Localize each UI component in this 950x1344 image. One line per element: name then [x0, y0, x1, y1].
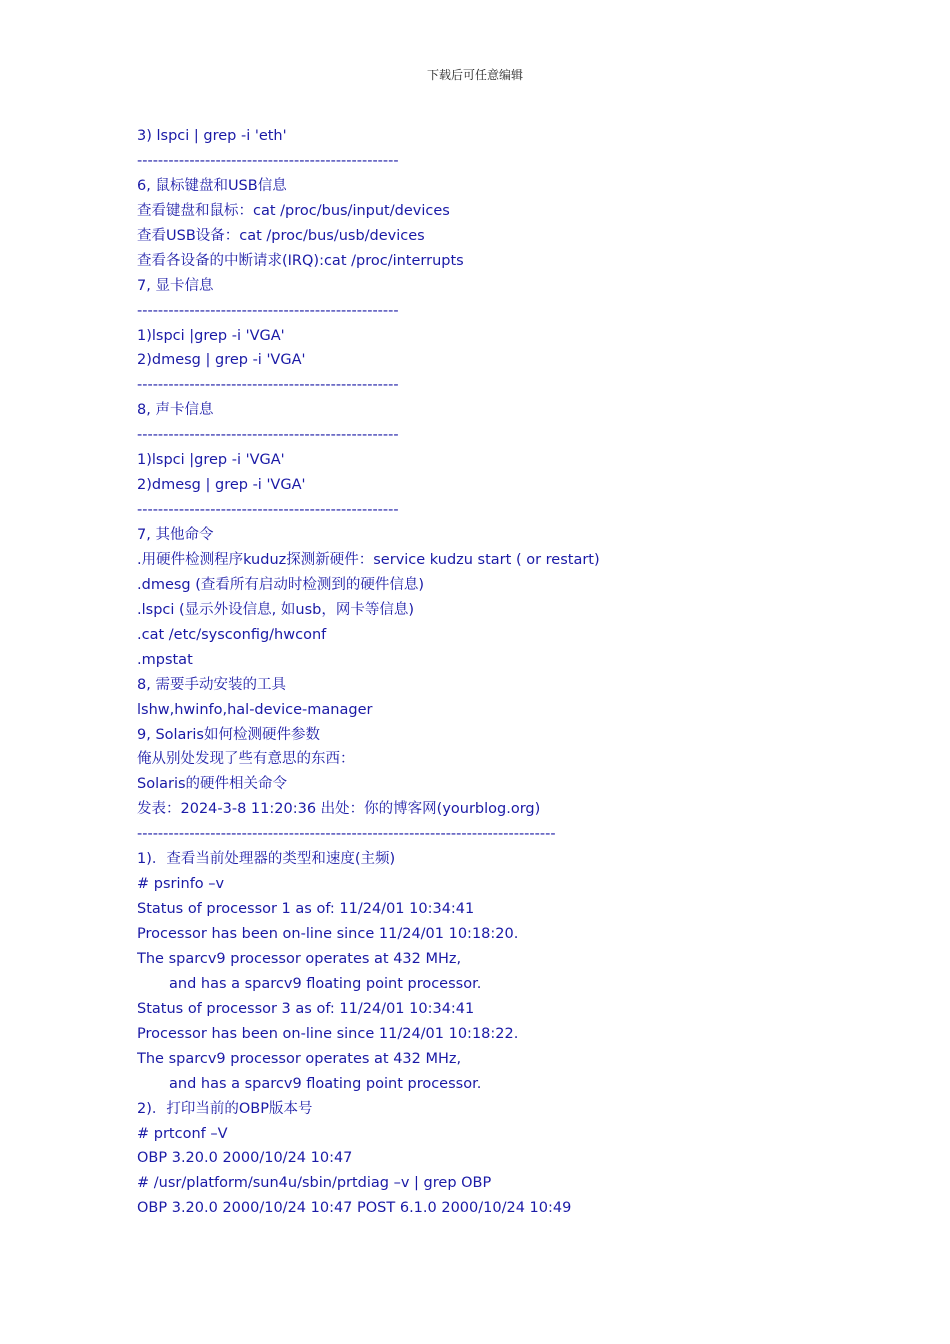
text-line: .dmesg (查看所有启动时检测到的硬件信息) [137, 576, 425, 593]
text-line: 7, 显卡信息 [137, 277, 214, 294]
text-line: 俺从别处发现了些有意思的东西： [137, 751, 355, 768]
text-line: Status of processor 3 as of: 11/24/01 10:34:41 [137, 1000, 475, 1017]
separator-line: -------------------------------------------------- [137, 152, 399, 169]
text-line: # /usr/platform/sun4u/sbin/prtdiag –v | grep OBP [137, 1175, 492, 1192]
text-line: 2)．打印当前的OBP版本号 [137, 1100, 313, 1117]
text-line: .lspci (显示外设信息, 如usb，网卡等信息) [137, 601, 414, 618]
text-line: lshw,hwinfo,hal-device-manager [137, 701, 373, 718]
text-line: Solaris的硬件相关命令 [137, 776, 288, 793]
text-line: 9, Solaris如何检测硬件参数 [137, 726, 320, 743]
separator-line: -------------------------------------------------------------------------------- [137, 826, 556, 843]
text-line: 2)dmesg | grep -i 'VGA' [137, 352, 306, 369]
text-line: 6, 鼠标键盘和USB信息 [137, 177, 287, 194]
text-line: 8, 需要手动安装的工具 [137, 676, 286, 693]
text-line: .mpstat [137, 651, 193, 668]
separator-line: -------------------------------------------------- [137, 302, 399, 319]
text-line: 7, 其他命令 [137, 527, 214, 543]
text-line: Processor has been on-line since 11/24/01 10:18:22. [137, 1025, 519, 1042]
text-line: 2)dmesg | grep -i 'VGA' [137, 477, 306, 494]
text-line: .cat /etc/sysconfig/hwconf [137, 626, 327, 643]
text-line: The sparcv9 processor operates at 432 MHz, [137, 1050, 462, 1067]
text-line: 1)lspci |grep -i 'VGA' [137, 452, 285, 469]
text-line: 查看各设备的中断请求(IRQ):cat /proc/interrupts [137, 252, 464, 269]
separator-line: -------------------------------------------------- [137, 502, 399, 519]
text-line: 8, 声卡信息 [137, 402, 214, 419]
text-line: and has a sparcv9 floating point processor. [169, 1075, 482, 1092]
text-line: 1)lspci |grep -i 'VGA' [137, 327, 285, 344]
text-line: 1)．查看当前处理器的类型和速度(主频) [137, 851, 396, 868]
text-line: 发表：2024-3-8 11:20:36 出处：你的博客网(yourblog.org) [137, 801, 541, 818]
text-line: OBP 3.20.0 2000/10/24 10:47 [137, 1150, 353, 1167]
text-line: 3) lspci | grep -i 'eth' [137, 128, 287, 144]
text-line: 查看USB设备：cat /proc/bus/usb/devices [137, 227, 425, 244]
text-line: and has a sparcv9 floating point processor. [169, 975, 482, 992]
text-line: Status of processor 1 as of: 11/24/01 10:34:41 [137, 901, 475, 918]
text-line: Processor has been on-line since 11/24/01 10:18:20. [137, 926, 519, 942]
page-header: 下载后可任意编辑 [426, 68, 523, 82]
text-line: The sparcv9 processor operates at 432 MHz, [137, 950, 462, 967]
text-line: # psrinfo –v [137, 876, 225, 893]
text-line: 查看键盘和鼠标：cat /proc/bus/input/devices [137, 202, 450, 219]
text-line: .用硬件检测程序kuduz探测新硬件：service kudzu start ( or restart) [137, 551, 600, 568]
text-line: # prtconf –V [137, 1125, 228, 1142]
document-body [137, 124, 837, 1221]
text-line: OBP 3.20.0 2000/10/24 10:47 POST 6.1.0 2000/10/24 10:49 [137, 1200, 572, 1217]
separator-line: -------------------------------------------------- [137, 427, 399, 444]
separator-line: -------------------------------------------------- [137, 377, 399, 394]
